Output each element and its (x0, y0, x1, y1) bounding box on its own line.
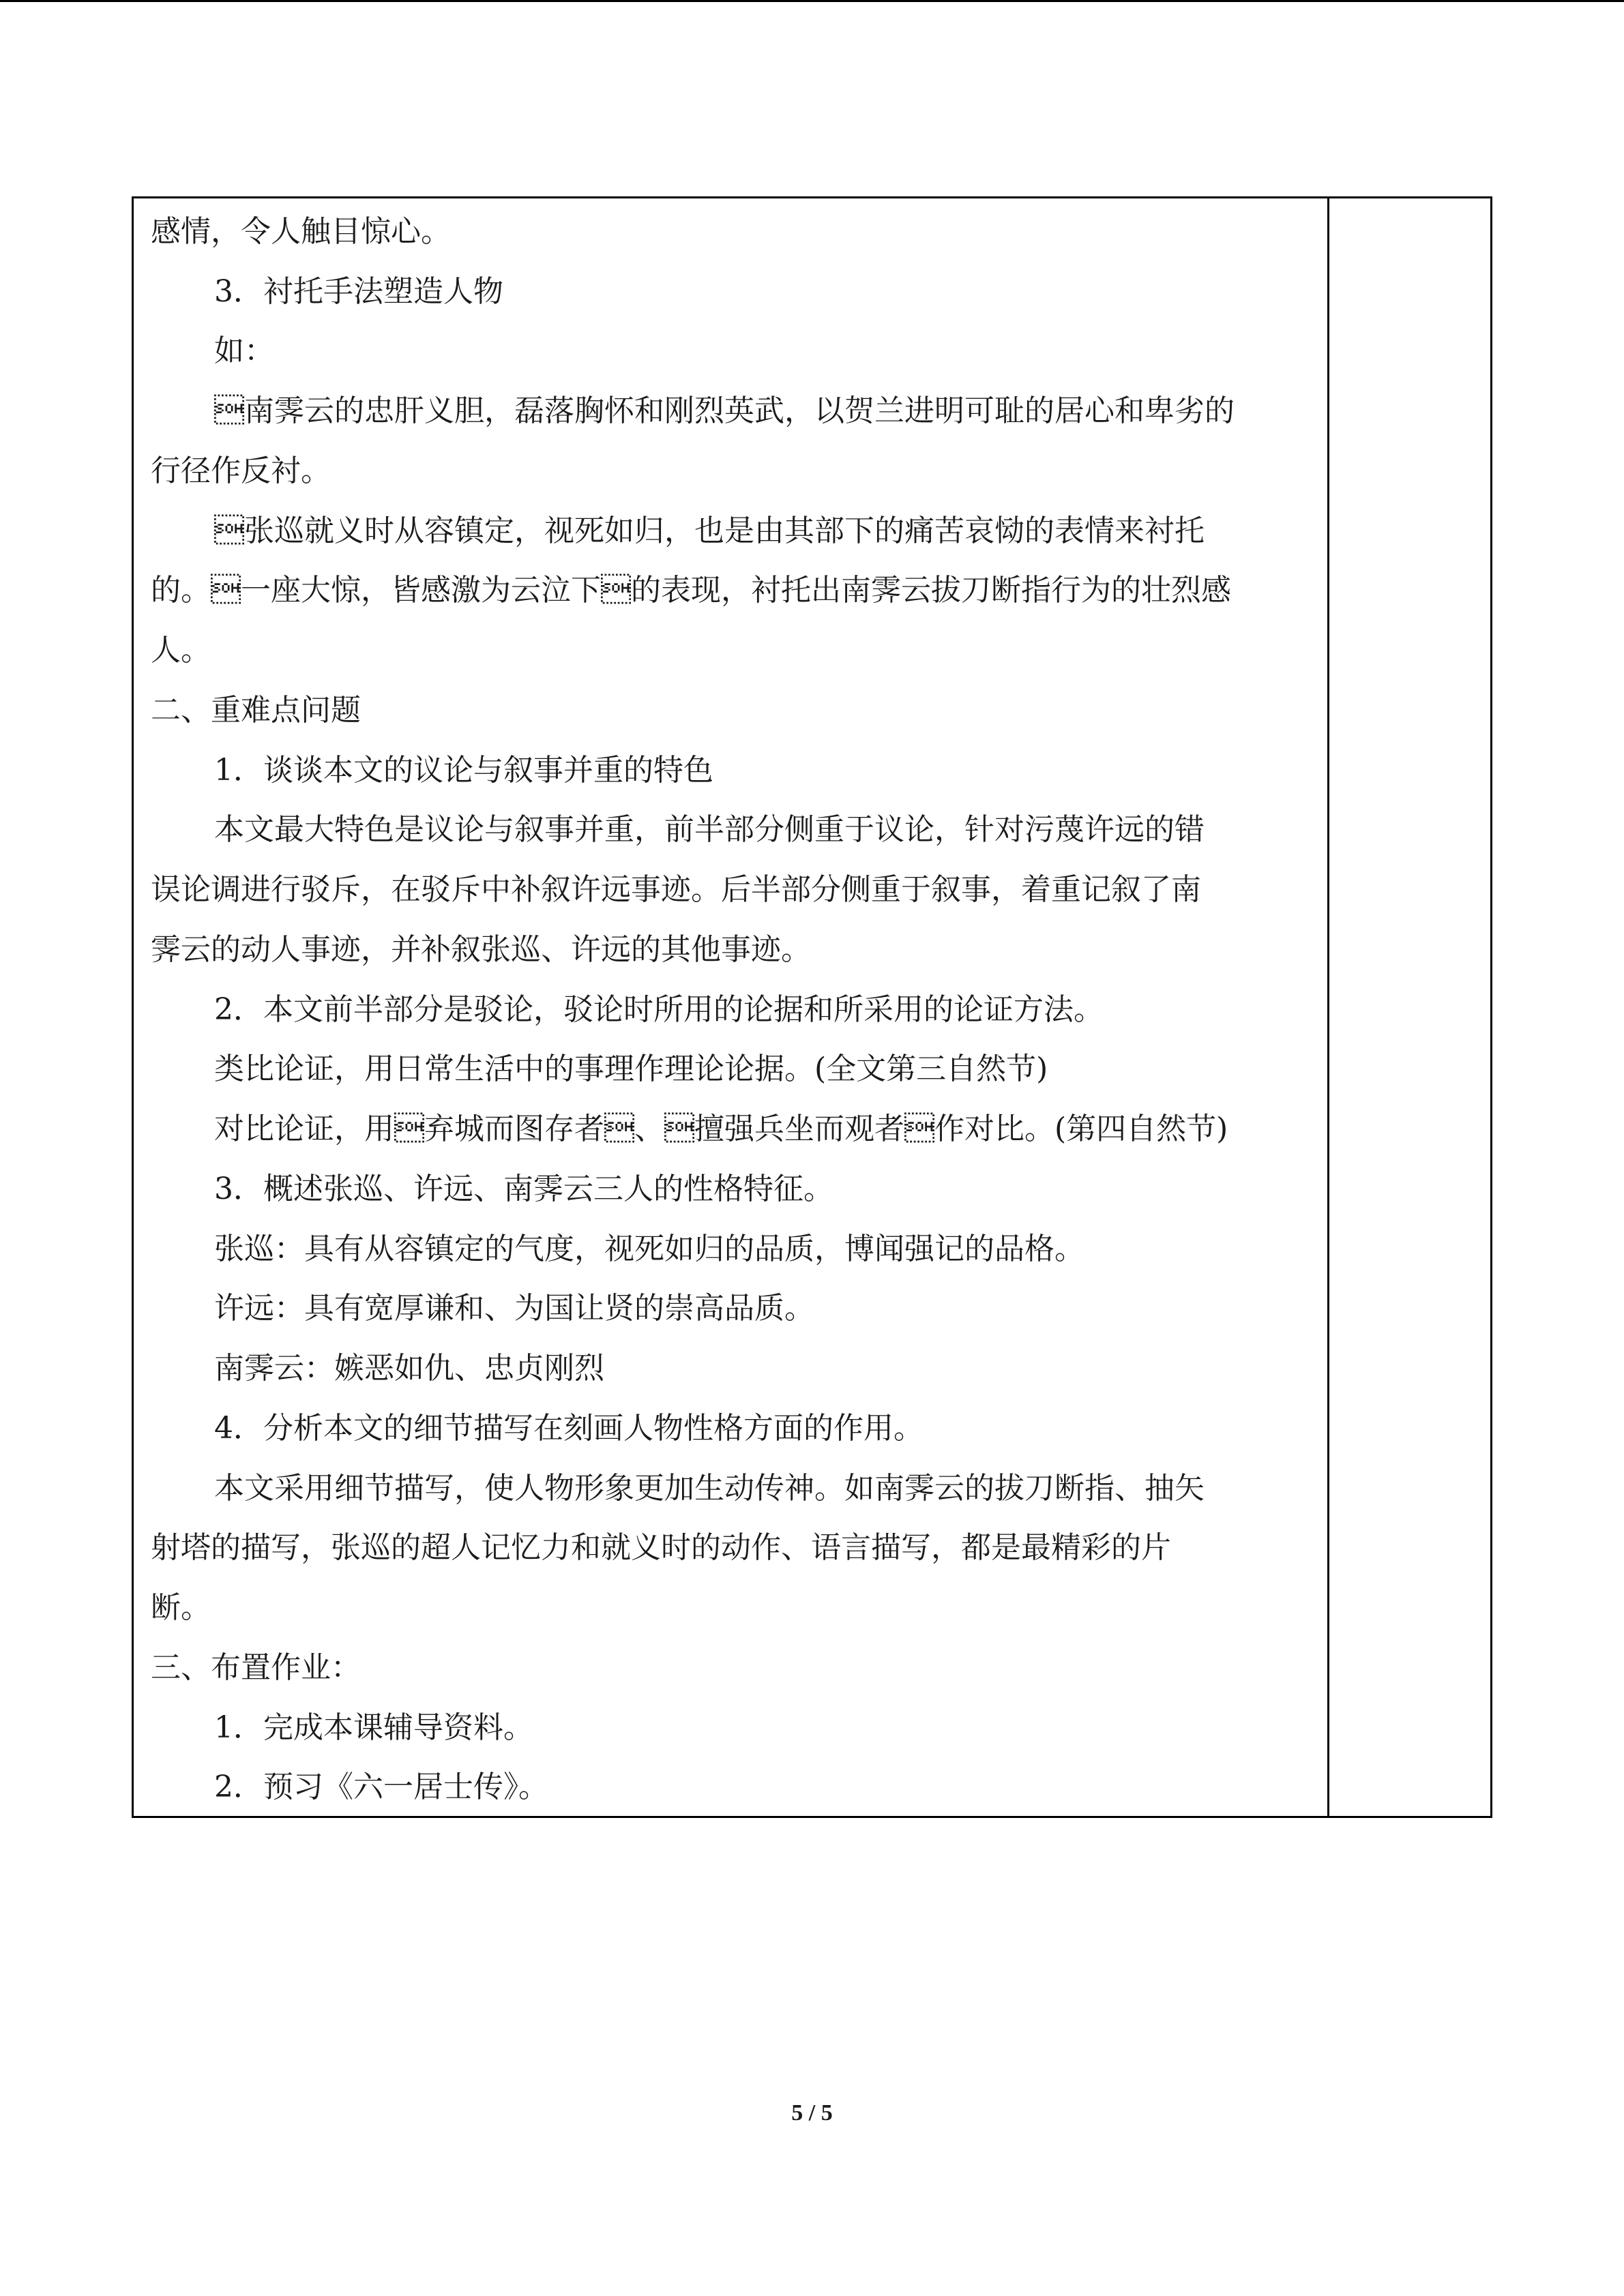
text-line: 3．衬托手法塑造人物 (214, 274, 503, 309)
text-line: 3．概述张巡、许远、南霁云三人的性格特征。 (214, 1172, 833, 1206)
top-edge-line (0, 0, 1624, 2)
text-line: 行径作反衬。 (151, 453, 331, 488)
section-heading: 三、布置作业： (151, 1650, 361, 1685)
text-line: 断。 (151, 1590, 211, 1625)
column-divider (1327, 198, 1329, 1816)
text-line: 4．分析本文的细节描写在刻画人物性格方面的作用。 (214, 1411, 924, 1446)
text-line: 人。 (151, 633, 211, 668)
text-line: 如： (214, 333, 274, 368)
text-line: 2．本文前半部分是驳论，驳论时所用的论据和所采用的论证方法。 (214, 992, 1104, 1027)
section-heading: 二、重难点问题 (151, 693, 361, 728)
text-line: 的。一座大惊，皆感激为云泣下的表现，衬托出南霁云拔刀断指行为的壮烈感 (151, 573, 1231, 608)
text-line: 对比论证，用弃城而图存者、擅强兵坐而观者作对比。(第四自然节) (214, 1112, 1228, 1146)
text-line: 南霁云：嫉恶如仇、忠贞刚烈 (214, 1351, 604, 1386)
text-line: 本文采用细节描写，使人物形象更加生动传神。如南霁云的拔刀断指、抽矢 (214, 1471, 1205, 1506)
text-line: 类比论证，用日常生活中的事理作理论论据。(全文第三自然节) (214, 1052, 1048, 1086)
text-line: 许远：具有宽厚谦和、为国让贤的崇高品质。 (214, 1291, 814, 1326)
text-line: 感情，令人触目惊心。 (151, 214, 451, 249)
text-line: 本文最大特色是议论与叙事并重，前半部分侧重于议论，针对污蔑许远的错 (214, 812, 1205, 847)
text-line: 误论调进行驳斥，在驳斥中补叙许远事迹。后半部分侧重于叙事，着重记叙了南 (151, 872, 1201, 907)
text-line: 南霁云的忠肝义胆，磊落胸怀和刚烈英武，以贺兰进明可耻的居心和卑劣的 (214, 393, 1235, 428)
text-line: 霁云的动人事迹，并补叙张巡、许远的其他事迹。 (151, 932, 811, 967)
text-line: 张巡：具有从容镇定的气度，视死如归的品质，博闻强记的品格。 (214, 1232, 1084, 1266)
page-number: 5 / 5 (791, 2100, 833, 2126)
text-line: 1．谈谈本文的议论与叙事并重的特色 (214, 753, 713, 788)
text-line: 1．完成本课辅导资料。 (214, 1710, 533, 1745)
text-line: 2．预习《六一居士传》。 (214, 1770, 548, 1804)
lesson-table (132, 196, 1492, 1818)
text-line: 射塔的描写，张巡的超人记忆力和就义时的动作、语言描写，都是最精彩的片 (151, 1530, 1171, 1565)
text-line: 张巡就义时从容镇定，视死如归，也是由其部下的痛苦哀恸的表情来衬托 (214, 513, 1205, 548)
